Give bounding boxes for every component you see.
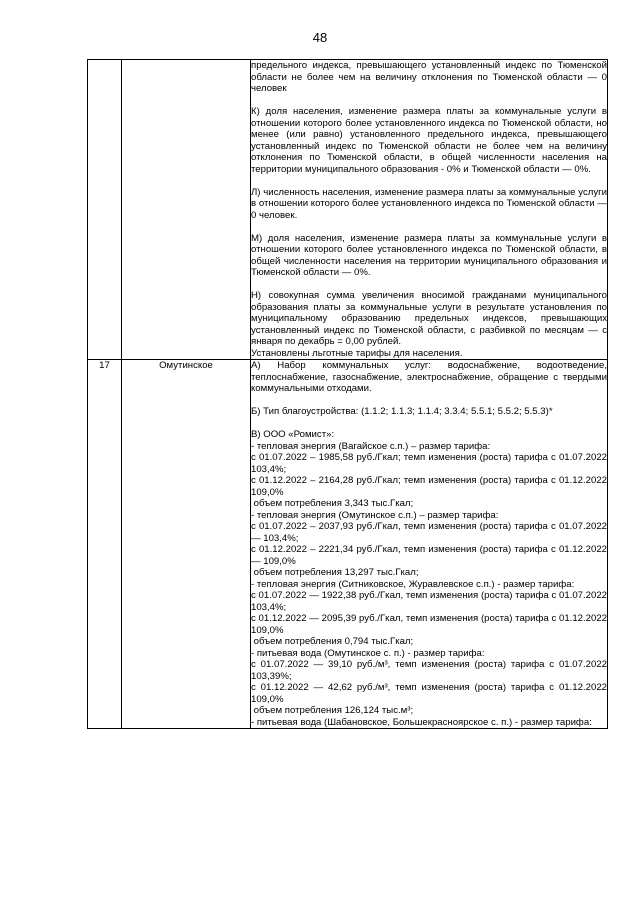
improvement-type-paragraph: Б) Тип благоустройства: (1.1.2; 1.1.3; 1.1.4; 3.3.4; 5.5.1; 5.5.2; 5.5.3)*: [251, 406, 553, 417]
tariff-line: с 01.07.2022 — 1922,38 руб./Гкал, темп изменения (роста) тарифа с 01.07.2022 103,4%;: [251, 590, 610, 613]
tariff-line: объем потребления 13,297 тыс.Гкал;: [251, 567, 419, 578]
tariff-line: с 01.07.2022 – 2037,93 руб./Гкал, темп изменения (роста) тарифа с 01.07.2022 — 103,4%;: [251, 521, 610, 544]
tariff-line: с 01.12.2022 — 42,62 руб./м³, темп изменения (роста) тарифа с 01.12.2022 109,0%: [251, 682, 610, 705]
tariff-line: - тепловая энергия (Ситниковское, Журавлевское с.п.) - размер тарифа:: [251, 578, 575, 590]
details-cell: [251, 360, 608, 729]
municipality-cell: [122, 60, 251, 360]
paragraph-m: М) доля населения, изменение размера платы за коммунальные услуги в отношении которого более установленного индекса по Тюменской области, в общей численности населения на территории муниципального образования и Тюменской области — 0%.: [251, 232, 607, 278]
table-row-17: [88, 360, 608, 729]
tariff-line: с 01.07.2022 – 1985,58 руб./Гкал; темп изменения (роста) тарифа с 01.07.2022 103,4%;: [251, 452, 610, 475]
tariff-line: объем потребления 126,124 тыс.м³;: [251, 705, 414, 716]
tariff-line: с 01.07.2022 — 39,10 руб./м³, темп изменения (роста) тарифа с 01.07.2022 103,39%;: [251, 659, 610, 682]
paragraph-continuation: предельного индекса, превышающего установленный индекс по Тюменской области не более чем на величину отклонения по Тюменской области — 0 человек: [251, 60, 607, 94]
tariff-line: с 01.12.2022 – 2221,34 руб./Гкал, темп изменения (роста) тарифа с 01.12.2022 — 109,0%: [251, 544, 610, 567]
paragraph-l: Л) численность населения, изменение размера платы за коммунальные услуги в отношении которого более установленного индекса по Тюменской области — 0 человек.: [251, 186, 607, 221]
municipality-name: Омутинское: [122, 360, 251, 729]
tariff-line: - питьевая вода (Шабановское, Большекрасноярское с. п.) - размер тарифа:: [251, 716, 592, 728]
closing-line: Установлены льготные тарифы для населения.: [251, 347, 463, 359]
tariff-line: В) ООО «Ромист»:: [251, 429, 335, 440]
row-number-cell: [88, 60, 122, 360]
services-paragraph: А) Набор коммунальных услуг: водоснабжение, водоотведение, теплоснабжение, газоснабжение, электроснабжение, обращение с твердыми коммунальными отходами.: [251, 360, 607, 394]
paragraph-k: К) доля населения, изменение размера платы за коммунальные услуги в отношении которого более установленного индекса по Тюменской области, но менее (или равно) установленного предельного индекса, превышающего установленный индекс по Тюменской области не более чем на величину отклонения по Тюменской области, в общей численности населения на территории муниципального образования - 0% и Тюменской области — 0%.: [251, 106, 607, 175]
tariff-line: - питьевая вода (Омутинское с. п.) - размер тарифа:: [251, 647, 485, 659]
details-cell: [251, 60, 608, 360]
table-row-continuation: [88, 60, 608, 360]
row-number: 17: [88, 360, 122, 729]
tariff-table: [87, 59, 608, 729]
tariff-line: - тепловая энергия (Вагайское с.п.) – размер тарифа:: [251, 440, 491, 452]
tariff-line: - тепловая энергия (Омутинское с.п.) – размер тарифа:: [251, 509, 499, 521]
tariff-line: объем потребления 3,343 тыс.Гкал;: [251, 498, 414, 509]
tariff-lines: [251, 429, 610, 728]
tariff-line: с 01.12.2022 — 2095,39 руб./Гкал, темп изменения (роста) тарифа с 01.12.2022 109,0%: [251, 613, 610, 636]
tariff-line: объем потребления 0,794 тыс.Гкал;: [251, 636, 414, 647]
tariff-line: с 01.12.2022 – 2164,28 руб./Гкал; темп изменения (роста) тарифа с 01.12.2022 109,0%: [251, 475, 610, 498]
page-number: 48: [312, 30, 328, 45]
paragraph-n: Н) совокупная сумма увеличения вносимой гражданами муниципального образования платы за коммунальные услуги в результате установления по муниципальному образованию предельных индексов, превышающих установленный индекс по Тюменской области, с разбивкой по месяцам — с января по декабрь = 0,00 рублей.: [251, 290, 607, 347]
